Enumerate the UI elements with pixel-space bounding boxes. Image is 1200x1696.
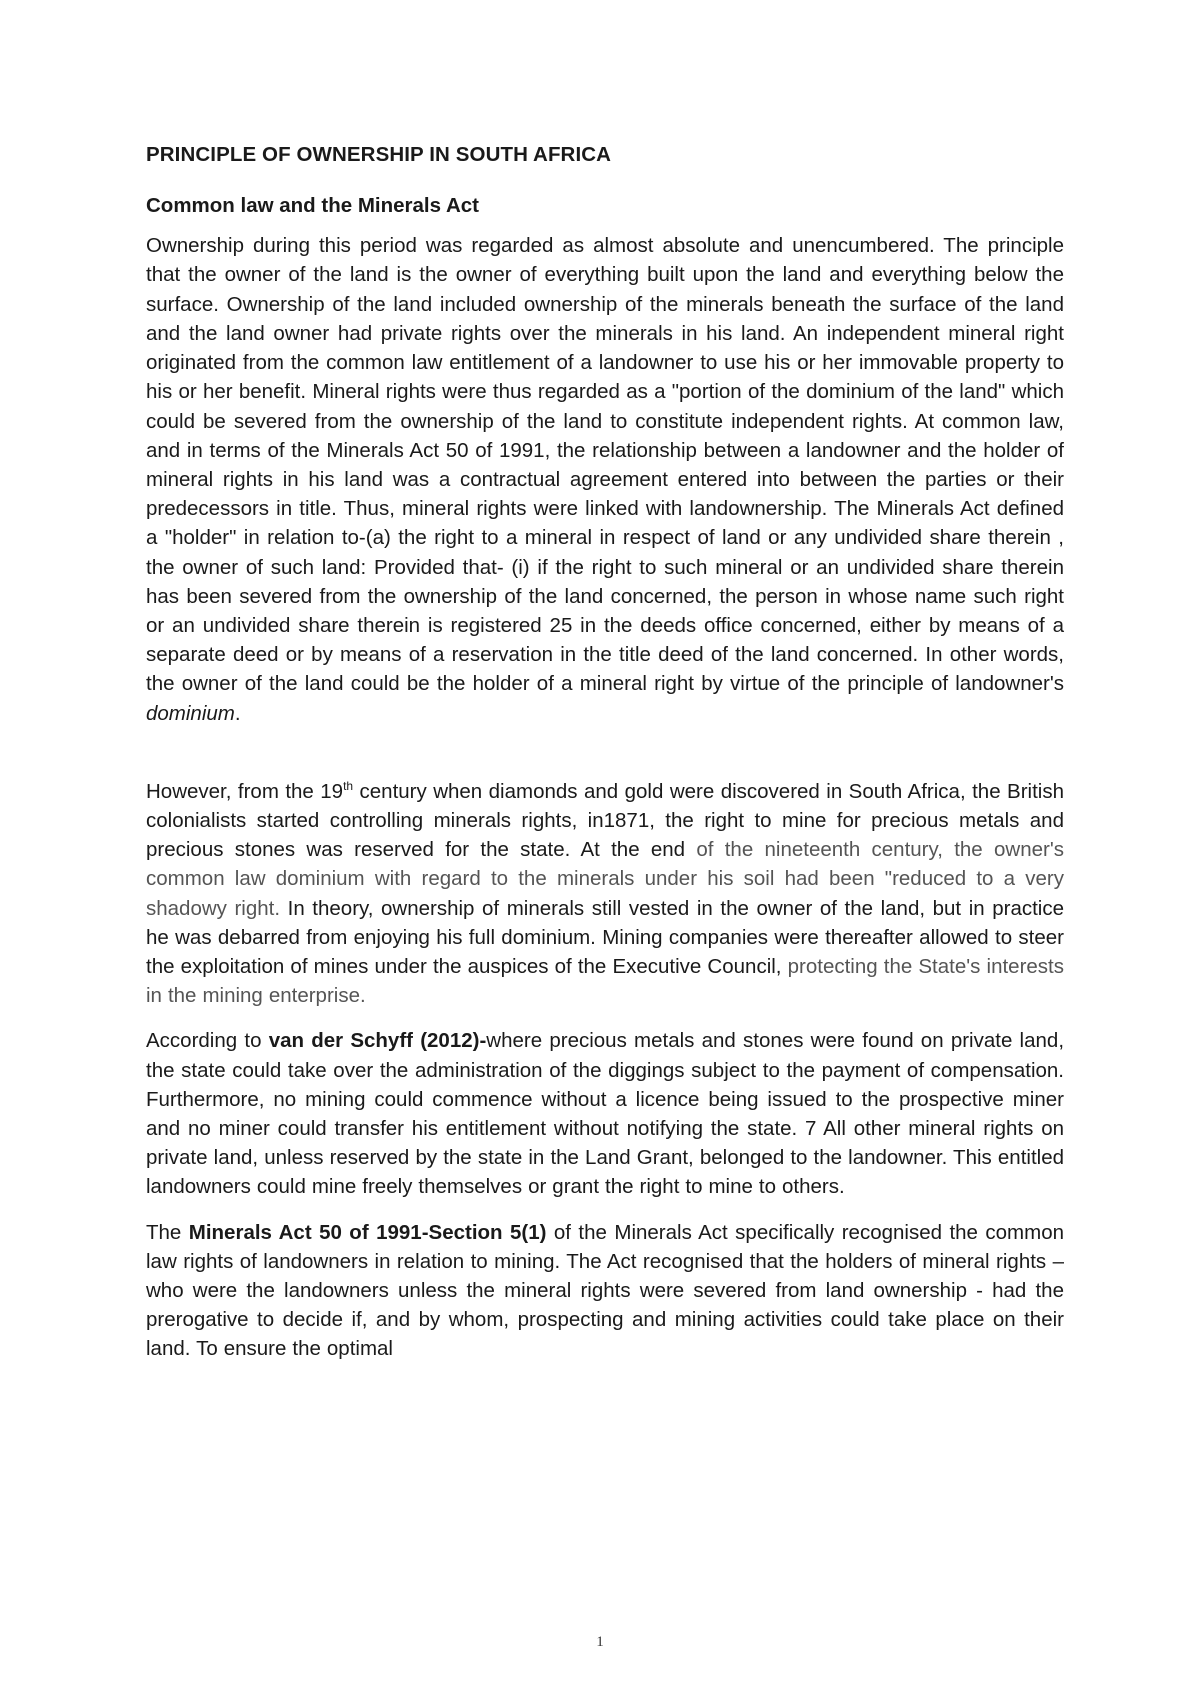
paragraph-text: where precious metals and stones were found on private land, the state could take over the administration of the diggings subject to the payment of compensation. Furthermore, no mining could commence without a licence being issued to the prospective miner and no miner could transfer his entitlement without notifying the state. 7 All other mineral rights on private land, unless reserved by the state in the Land Grant, belonged to the landowner. This entitled landowners could mine freely themselves or grant the right to mine to others.: [146, 1029, 1065, 1199]
paragraph-text: In theory, ownership of minerals still vested in the owner of the land, but in practice he was debarred from enjoying his full dominium. Mining companies were thereafter allowed to steer the exploitation of mines under the auspices of the Executive Council,: [146, 896, 1064, 978]
paragraph-lead: The: [146, 1220, 189, 1244]
paragraph-text: century when diamonds and gold were discovered in South Africa, the British colonialists started controlling minerals rights, in1871, the right to mine for precious metals and precious stones was reserved for the state. At the end: [146, 779, 1064, 862]
paragraph-lead: According to: [146, 1029, 269, 1053]
grey-text: of the nineteenth century, the owner's common law dominium with regard to the minerals under his soil had been "reduced to a very shadowy right.: [146, 838, 1064, 920]
page-number: 1: [596, 1634, 604, 1650]
paragraph-van-der-schyff: [146, 1026, 1064, 1201]
italic-term: dominium: [146, 701, 235, 725]
paragraph-text: Ownership during this period was regarded as almost absolute and unencumbered. The principle that the owner of the land is the owner of everything built upon the land and everything below the surface. Ownership of the land included ownership of the minerals beneath the surface of the land and the land owner had private rights over the minerals in his land. An independent mineral right originated from the common law entitlement of a landowner to use his or her immovable property to his or her benefit. Mineral rights were thus regarded as a "portion of the dominium of the land" which could be severed from the ownership of the land to constitute independent rights. At common law, and in terms of the Minerals Act 50 of 1991, the relationship between a landowner and the holder of mineral rights in his land was a contractual agreement entered into between the parties or their predecessors in title. Thus, mineral rights were linked with landownership. The Minerals Act defined a "holder" in relation to-(a) the right to a mineral in respect of land or any undivided share therein , the owner of such land: Provided that- (i) if the right to such mineral or an undivided share therein has been severed from the ownership of the land concerned, the person in whose name such right or an undivided share therein is registered 25 in the deeds office concerned, either by means of a separate deed or by means of a reservation in the title deed of the land concerned. In other words, the owner of the land could be the holder of a mineral right by virtue of the principle of landowner's: [146, 234, 1064, 696]
bold-reference: Minerals Act 50 of 1991-Section 5(1): [188, 1220, 547, 1244]
paragraph-text: However, from the 19: [146, 779, 344, 803]
document-title: PRINCIPLE OF OWNERSHIP IN SOUTH AFRICA: [146, 143, 612, 166]
paragraph-minerals-act: [146, 1218, 1064, 1364]
paragraph-end: .: [234, 701, 241, 725]
document-body: [146, 142, 1064, 1364]
paragraph-text: of the Minerals Act specifically recognised the common law rights of landowners in relation to mining. The Act recognised that the holders of mineral rights – who were the landowners unless the mineral rights were severed from land ownership - had the prerogative to decide if, and by whom, prospecting and mining activities could take place on their land. To ensure the optimal: [146, 1220, 1064, 1361]
grey-text: protecting the State's interests in the mining enterprise.: [146, 954, 1064, 1008]
bold-reference: van der Schyff (2012)-: [268, 1029, 487, 1053]
superscript: th: [343, 778, 354, 793]
section-heading: Common law and the Minerals Act: [146, 193, 479, 217]
paragraph-colonial: [146, 777, 1064, 1011]
paragraph-ownership: [146, 231, 1064, 727]
